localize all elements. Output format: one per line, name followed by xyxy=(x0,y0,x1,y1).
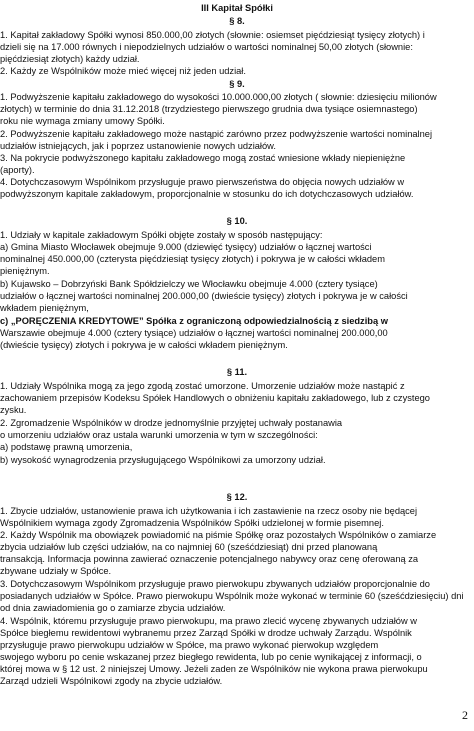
text-line: 2. Każdy ze Wspólników może mieć więcej niż jeden udział. xyxy=(0,66,246,76)
text-line: b) wysokość wynagrodzenia przysługującego Wspólnikowi za umorzony udział. xyxy=(0,455,326,465)
text-line: 1. Podwyższenie kapitału zakładowego do wysokości 10.000.000,00 złotych ( słownie: dziesięciu milionów xyxy=(0,92,437,102)
text-line: 4. Dotychczasowym Wspólnikom przysługuje prawo pierwszeństwa do objęcia nowych udziałów w xyxy=(0,177,405,187)
text-line: zbycia udziałów lub części udziałów, na co najmniej 60 (sześćdziesiąt) dni przed planowaną xyxy=(0,542,378,552)
text-line: 1. Zbycie udziałów, ustanowienie prawa ich użytkowania i ich zastawienie na rzecz osoby nie będącej xyxy=(0,506,418,516)
text-line: a) podstawę prawną umorzenia, xyxy=(0,442,133,452)
text-line: nominalnej 450.000,00 (czterysta pięćdziesiąt tysięcy złotych) i pokrywa je w całości wkładem xyxy=(0,254,385,264)
text-line: udziałów o łącznej wartości nominalnej 200.000,00 (dwieście tysięcy) złotych i pokrywa je w całości xyxy=(0,291,408,301)
text-line: 2. Podwyższenie kapitału zakładowego może nastąpić zarówno przez podwyższenie wartości nominalnej xyxy=(0,129,433,139)
text-line: dzieli się na 17.000 równych i niepodzielnych udziałów o wartości nominalnej 50,00 złotych (słownie: xyxy=(0,42,413,52)
text-line: zbywane udziały w Spółce. xyxy=(0,566,112,576)
paragraph-number: § 12. xyxy=(226,492,248,502)
text-line: Warszawie obejmuje 4.000 (cztery tysiące) udziałów o łącznej wartości nominalnej 200.000,00 xyxy=(0,328,388,338)
text-line: podwyższonym kapitale zakładowym, proporcjonalnie w stosunku do ich dotychczasowych udziałów. xyxy=(0,189,414,199)
text-line: (aporty). xyxy=(0,165,35,175)
text-line: roku nie wymaga zmiany umowy Spółki. xyxy=(0,116,165,126)
text-line: 1. Kapitał zakładowy Spółki wynosi 850.000,00 złotych (słownie: osiemset pięćdziesiąt tysięcy złotych) i xyxy=(0,30,425,40)
paragraph-number: § 8. xyxy=(229,16,245,26)
text-line: a) Gmina Miasto Włocławek obejmuje 9.000 (dziewięć tysięcy) udziałów o łącznej wartości xyxy=(0,242,372,252)
text-line: b) Kujawsko – Dobrzyński Bank Spółdzielczy we Włocławku obejmuje 4.000 (cztery tysiące) xyxy=(0,279,378,289)
text-line: przysługuje prawo pierwokupu udziałów w Spółce, ma prawo wykonać pierwokup względem xyxy=(0,640,379,650)
text-line: transakcją. Informacja powinna zawierać oznaczenie potencjalnego nabywcy oraz cenę oferowaną za xyxy=(0,554,419,564)
text-line: 3. Dotychczasowym Wspólnikom przysługuje prawo pierwokupu zbywanych udziałów proporcjonalnie do xyxy=(0,579,430,589)
text-line: złotych) w terminie do dnia 31.12.2018 (trzydziestego pierwszego grudnia dwa tysiące osiemnastego) xyxy=(0,104,418,114)
text-line: od dnia zawiadomienia go o zamiarze zbycia udziałów. xyxy=(0,603,226,613)
paragraph-number: § 9. xyxy=(229,79,245,89)
text-line: o umorzeniu udziałów oraz ustala warunki umorzenia w tym w szczególności: xyxy=(0,430,318,440)
text-line: pięćdziesiąt złotych) każdy udział. xyxy=(0,54,140,64)
text-line: 4. Wspólnik, któremu przysługuje prawo pierwokupu, ma prawo zlecić wycenę zbywanych udziałów w xyxy=(0,616,417,626)
paragraph-number: § 10. xyxy=(226,216,248,226)
text-line: pieniężnym. xyxy=(0,266,50,276)
text-line: 3. Na pokrycie podwyższonego kapitału zakładowego mogą zostać wniesione wkłady niepieniężne xyxy=(0,153,406,163)
text-line: 2. Zgromadzenie Wspólników w drodze jednomyślnie przyjętej uchwały postanawia xyxy=(0,418,343,428)
page-number: 2 xyxy=(462,708,468,722)
text-line: 1. Udziały Wspólnika mogą za jego zgodą zostać umorzone. Umorzenie udziałów może nastąpić z xyxy=(0,381,405,391)
text-line: c) „PORĘCZENIA KREDYTOWE” Spółka z ograniczoną odpowiedzialnością z siedzibą w xyxy=(0,316,388,326)
text-line: udziałów istniejących, jak i poprzez ustanowienie nowych udziałów. xyxy=(0,141,276,151)
text-line: Wspólnikiem wymaga zgody Zgromadzenia Wspólników Spółki udzielonej w formie pisemnej. xyxy=(0,518,384,528)
text-line: wkładem pieniężnym, xyxy=(0,303,89,313)
text-line: 1. Udziały w kapitale zakładowym Spółki objęte zostały w sposób następujący: xyxy=(0,230,323,240)
text-line: (dwieście tysięcy) złotych i pokrywa je w całości wkładem pieniężnym. xyxy=(0,340,288,350)
text-line: której mowa w § 12 ust. 2 niniejszej Umowy. Jeżeli zaden ze Wspólników nie wykona prawa pierwokupu xyxy=(0,664,428,674)
text-line: Zarząd udzieli Wspólnikowi zgody na zbycie udziałów. xyxy=(0,676,223,686)
text-line: 2. Każdy Wspólnik ma obowiązek powiadomić na piśmie Spółkę oraz pozostałych Wspólników o zamiarze xyxy=(0,530,437,540)
text-line: posiadanych udziałów w Spółce. Prawo pierwokupu Wspólnik może wykonać w terminie 60 (sześćdziesięciu) dni xyxy=(0,591,464,601)
section-heading: III Kapitał Spółki xyxy=(201,3,273,13)
text-line: zysku. xyxy=(0,405,27,415)
text-line: Spółce biegłemu rewidentowi wybranemu przez Zarząd Spółki w drodze uchwały Zarządu. Wspólnik xyxy=(0,628,412,638)
paragraph-number: § 11. xyxy=(226,367,248,377)
text-line: zachowaniem przepisów Kodeksu Spółek Handlowych o obniżeniu kapitału zakładowego, lub z czystego xyxy=(0,393,430,403)
text-line: swojego wyboru po cenie wskazanej przez biegłego rewidenta, lub po cenie wynikającej z informacji, o xyxy=(0,652,422,662)
